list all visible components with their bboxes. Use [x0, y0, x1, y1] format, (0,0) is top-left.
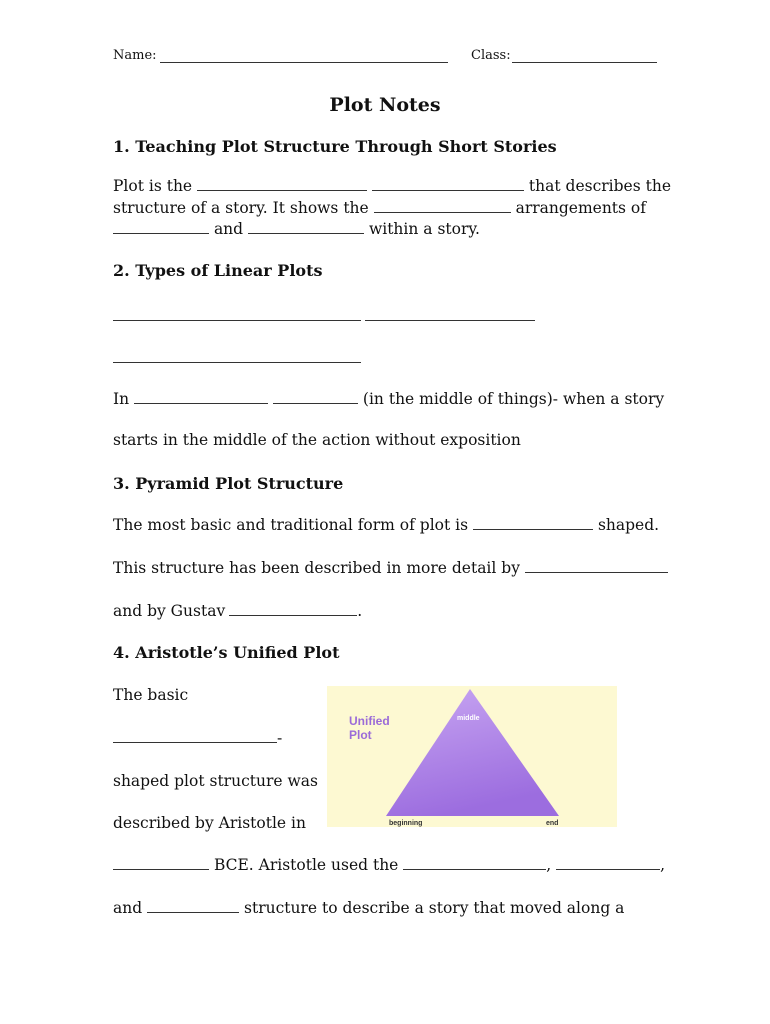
line-text: -: [277, 729, 283, 747]
line-text: BCE. Aristotle used the: [213, 856, 399, 874]
line-text: within a story.: [368, 220, 480, 238]
fill-blank[interactable]: [273, 402, 358, 404]
line-text: and: [113, 899, 143, 917]
triangle-diagram: [327, 686, 617, 827]
line-text: structure of a story. It shows the: [113, 199, 369, 217]
line-text: In: [113, 390, 130, 408]
unified-plot-figure: [327, 686, 617, 827]
fill-blank[interactable]: [113, 320, 361, 321]
section-2-line-1: [113, 390, 664, 408]
section-3-heading: 3. Pyramid Plot Structure: [113, 474, 344, 493]
line-text: Plot is the: [113, 177, 193, 195]
section-4-line-5: [113, 856, 665, 874]
fill-blank[interactable]: [113, 741, 277, 743]
fill-blank[interactable]: [403, 868, 546, 870]
section-2-heading: 2. Types of Linear Plots: [113, 261, 323, 280]
class-blank[interactable]: [512, 62, 657, 63]
section-4-line-4: described by Aristotle in: [113, 814, 306, 832]
fill-blank[interactable]: [147, 911, 239, 913]
section-4-line-1: The basic: [113, 686, 189, 704]
fill-blank[interactable]: [556, 868, 660, 870]
fill-blank[interactable]: [372, 189, 524, 191]
figure-title-line-1: Unified: [349, 714, 390, 728]
fill-blank[interactable]: [365, 320, 535, 321]
line-text: structure to describe a story that moved along a: [244, 899, 625, 917]
fill-blank[interactable]: [113, 868, 209, 870]
pyramid-triangle: [386, 689, 559, 816]
figure-title-line-2: Plot: [349, 728, 372, 742]
fill-blank[interactable]: [113, 362, 361, 363]
section-1-line-2: [113, 199, 646, 217]
fill-blank[interactable]: [229, 614, 357, 616]
label-beginning: beginning: [389, 820, 423, 827]
section-3-line-3: [113, 602, 362, 620]
class-label: Class:: [471, 48, 511, 63]
fill-blank[interactable]: [113, 232, 209, 234]
line-text: that describes the: [528, 177, 671, 195]
section-2-line-2: starts in the middle of the action without exposition: [113, 431, 521, 449]
section-1-heading: 1. Teaching Plot Structure Through Short Stories: [113, 137, 557, 156]
name-blank[interactable]: [160, 62, 448, 63]
section-4-heading: 4. Aristotle’s Unified Plot: [113, 643, 340, 662]
section-4-line-6: [113, 899, 624, 917]
name-label: Name:: [113, 48, 157, 63]
line-text: shaped.: [597, 516, 660, 534]
fill-blank[interactable]: [374, 211, 511, 213]
fill-blank[interactable]: [473, 528, 593, 530]
line-text: and: [213, 220, 244, 238]
line-text: This structure has been described in more detail by: [113, 559, 520, 577]
line-text: ,: [660, 856, 666, 874]
line-text: and by Gustav: [113, 602, 226, 620]
line-text: The most basic and traditional form of plot is: [113, 516, 469, 534]
fill-blank[interactable]: [197, 189, 367, 191]
line-text: (in the middle of things)- when a story: [362, 390, 665, 408]
label-middle: middle: [457, 715, 480, 722]
line-text: .: [357, 602, 363, 620]
fill-blank[interactable]: [525, 571, 668, 573]
fill-blank[interactable]: [248, 232, 364, 234]
line-text: ,: [546, 856, 552, 874]
section-1-line-1: [113, 177, 671, 195]
fill-blank[interactable]: [134, 402, 268, 404]
page-title: Plot Notes: [329, 94, 441, 116]
section-1-line-3: [113, 220, 480, 238]
section-4-line-3: shaped plot structure was: [113, 772, 318, 790]
label-end: end: [546, 820, 559, 827]
section-3-line-1: [113, 516, 659, 534]
section-3-line-2: [113, 559, 668, 577]
section-4-line-2: [113, 729, 282, 747]
line-text: arrangements of: [515, 199, 646, 217]
